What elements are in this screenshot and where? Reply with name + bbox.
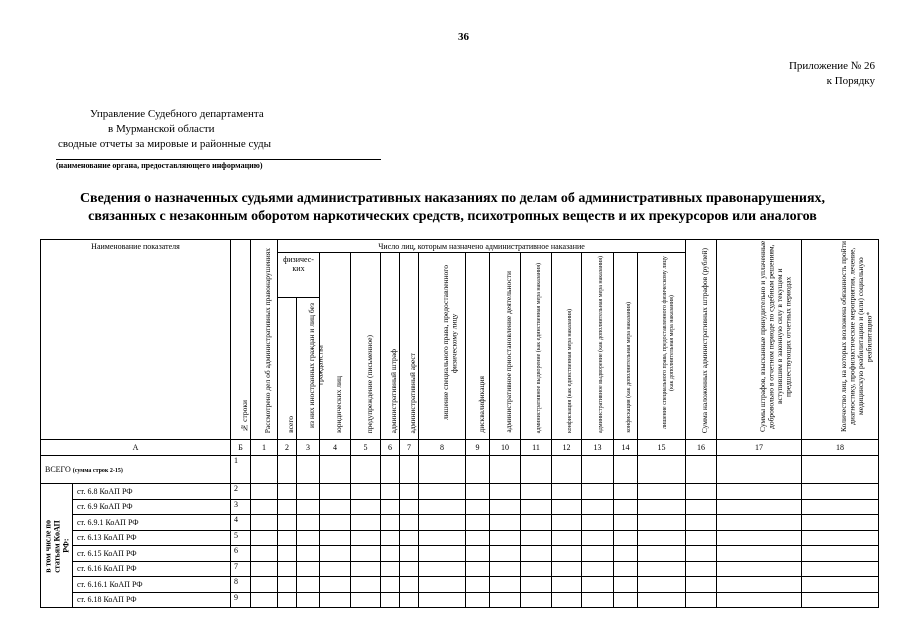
header-rownum: № строки [231, 240, 251, 440]
annex-line-1: Приложение № 26 [788, 60, 875, 72]
annex-line-2: к Порядку [826, 75, 875, 87]
column-number: 12 [552, 440, 582, 456]
data-cell [802, 546, 879, 562]
data-cell [521, 484, 552, 500]
data-cell [686, 499, 717, 515]
data-cell [381, 515, 400, 531]
data-cell [278, 515, 297, 531]
column-number: 18 [802, 440, 879, 456]
data-cell [320, 530, 351, 546]
page-number: 36 [458, 31, 469, 43]
data-cell [717, 484, 802, 500]
data-cell [466, 561, 490, 577]
data-cell [278, 530, 297, 546]
row-number: 9 [231, 592, 251, 608]
data-cell [614, 546, 638, 562]
data-cell [582, 515, 614, 531]
data-cell [614, 577, 638, 593]
table-row [41, 499, 879, 515]
data-cell [638, 592, 686, 608]
data-cell [582, 456, 614, 484]
data-cell [638, 546, 686, 562]
page-title [40, 190, 865, 226]
row-label: ст. 6.9.1 КоАП РФ [73, 515, 231, 531]
data-cell [278, 499, 297, 515]
data-cell [466, 515, 490, 531]
data-cell [278, 456, 297, 484]
data-cell [717, 577, 802, 593]
row-number: 8 [231, 577, 251, 593]
row-number: 2 [231, 484, 251, 500]
row-number: 1 [231, 456, 251, 484]
data-cell [466, 546, 490, 562]
data-cell [320, 456, 351, 484]
header-indicator: Наименование показателя [41, 240, 231, 440]
data-cell [521, 530, 552, 546]
header-rehab: Количество лиц, на которых возложена обязанность пройти диагностику, профилактические мероприятия, лечение, медицинскую реабилитацию и (или) социальную реабилитацию* [802, 240, 879, 440]
column-number: 16 [686, 440, 717, 456]
data-cell [802, 499, 879, 515]
data-cell [351, 546, 381, 562]
data-cell [490, 546, 521, 562]
row-number: 6 [231, 546, 251, 562]
data-cell [802, 561, 879, 577]
column-number: 15 [638, 440, 686, 456]
data-cell [466, 499, 490, 515]
data-cell [400, 546, 419, 562]
table-row [41, 592, 879, 608]
column-numbers-row [41, 440, 879, 456]
data-cell [466, 484, 490, 500]
data-cell [552, 456, 582, 484]
data-cell [297, 499, 320, 515]
data-cell [521, 546, 552, 562]
data-cell [717, 546, 802, 562]
data-cell [320, 484, 351, 500]
data-cell [582, 577, 614, 593]
row-label: ст. 6.16 КоАП РФ [73, 561, 231, 577]
data-cell [297, 561, 320, 577]
data-cell [490, 484, 521, 500]
data-cell [686, 577, 717, 593]
data-cell [297, 515, 320, 531]
data-cell [521, 456, 552, 484]
table-row-total [41, 456, 879, 484]
data-cell [251, 456, 278, 484]
data-cell [297, 546, 320, 562]
header-confiscation-additional: конфискация (как дополнительная мера наказания) [614, 253, 638, 440]
data-cell [251, 530, 278, 546]
header-deprivation: лишение специального права, предоставленного физическому лицу [419, 253, 466, 440]
data-cell [351, 530, 381, 546]
data-cell [419, 515, 466, 531]
data-cell [419, 546, 466, 562]
data-cell [381, 577, 400, 593]
header-physical: физичес-ких [278, 253, 320, 298]
data-cell [400, 515, 419, 531]
data-cell [582, 484, 614, 500]
row-label: ст. 6.15 КоАП РФ [73, 546, 231, 562]
data-cell [490, 499, 521, 515]
data-cell [381, 592, 400, 608]
data-cell [351, 456, 381, 484]
row-label: ст. 6.13 КоАП РФ [73, 530, 231, 546]
data-cell [400, 456, 419, 484]
column-number: 14 [614, 440, 638, 456]
data-cell [251, 577, 278, 593]
data-cell [351, 515, 381, 531]
column-number: А [41, 440, 231, 456]
data-cell [552, 592, 582, 608]
data-cell [614, 499, 638, 515]
data-cell [351, 561, 381, 577]
header-legal: юридических лиц [320, 253, 351, 440]
data-cell [521, 515, 552, 531]
column-number: 7 [400, 440, 419, 456]
title-line-1: Сведения о назначенных судьями административных наказаниях по делам об административных правонарушениях, [79, 191, 826, 206]
column-number: 13 [582, 440, 614, 456]
data-cell [320, 546, 351, 562]
data-cell [351, 577, 381, 593]
data-cell [490, 592, 521, 608]
column-number: 1 [251, 440, 278, 456]
data-cell [638, 456, 686, 484]
data-cell [278, 592, 297, 608]
data-cell [552, 484, 582, 500]
data-cell [552, 577, 582, 593]
data-cell [582, 561, 614, 577]
data-cell [400, 499, 419, 515]
header-reviewed: Рассмотрено дел об административных правонарушениях [251, 240, 278, 440]
data-cell [582, 530, 614, 546]
header-fines-paid: Суммы штрафов, взысканные принудительно и уплаченные добровольно в отчетном периоде по судебным решениям, вступившим в законную силу в текущем и предшествующих отчетных периодах [717, 240, 802, 440]
data-cell [278, 484, 297, 500]
data-cell [614, 484, 638, 500]
data-cell [686, 515, 717, 531]
data-cell [552, 499, 582, 515]
data-cell [466, 456, 490, 484]
data-cell [297, 577, 320, 593]
data-cell [400, 484, 419, 500]
data-cell [686, 530, 717, 546]
data-cell [614, 592, 638, 608]
column-number: 2 [278, 440, 297, 456]
data-cell [802, 515, 879, 531]
data-cell [686, 592, 717, 608]
data-cell [490, 577, 521, 593]
data-cell [490, 530, 521, 546]
header-suspension: административное приостановление деятельности [490, 253, 521, 440]
data-cell [717, 515, 802, 531]
data-cell [552, 546, 582, 562]
data-cell [552, 530, 582, 546]
row-label: ст. 6.9 КоАП РФ [73, 499, 231, 515]
data-cell [419, 484, 466, 500]
data-cell [638, 484, 686, 500]
row-label: ст. 6.18 КоАП РФ [73, 592, 231, 608]
data-cell [582, 592, 614, 608]
data-cell [419, 456, 466, 484]
row-number: 7 [231, 561, 251, 577]
row-label: ст. 6.8 КоАП РФ [73, 484, 231, 500]
data-cell [320, 515, 351, 531]
organization-block [58, 107, 271, 152]
data-cell [802, 456, 879, 484]
data-cell [614, 530, 638, 546]
data-cell [802, 530, 879, 546]
data-cell [400, 561, 419, 577]
table-row [41, 561, 879, 577]
data-cell [400, 530, 419, 546]
data-cell [419, 530, 466, 546]
data-cell [638, 577, 686, 593]
data-cell [297, 456, 320, 484]
column-number: 9 [466, 440, 490, 456]
data-cell [638, 499, 686, 515]
org-line-1: Управление Судебного департамента [90, 108, 264, 120]
title-line-2: связанных с незаконным оборотом наркотических средств, психотропных веществ и их прекурсоров или аналогов [88, 209, 817, 224]
data-cell [802, 484, 879, 500]
data-cell [466, 530, 490, 546]
column-number: Б [231, 440, 251, 456]
data-cell [582, 546, 614, 562]
header-deprivation-additional: лишение специального права, предоставленного физическому лицу (как дополнительная мера наказания) [638, 253, 686, 440]
data-cell [251, 546, 278, 562]
data-cell [419, 499, 466, 515]
column-number: 5 [351, 440, 381, 456]
data-cell [400, 577, 419, 593]
data-cell [419, 561, 466, 577]
row-number: 5 [231, 530, 251, 546]
header-confiscation-only: конфискация (как единственная мера наказания) [552, 253, 582, 440]
data-cell [381, 546, 400, 562]
row-label: ст. 6.16.1 КоАП РФ [73, 577, 231, 593]
header-expulsion-only: административное выдворение (как единственная мера наказания) [521, 253, 552, 440]
header-total: всего [278, 298, 297, 440]
data-cell [251, 592, 278, 608]
annex-reference [789, 59, 875, 89]
data-cell [638, 515, 686, 531]
data-cell [278, 546, 297, 562]
row-label-total: ВСЕГО (сумма строк 2-15) [41, 456, 231, 484]
data-cell [251, 499, 278, 515]
data-cell [686, 484, 717, 500]
data-cell [614, 456, 638, 484]
data-cell [717, 561, 802, 577]
data-cell [638, 530, 686, 546]
table-row [41, 515, 879, 531]
data-cell [521, 577, 552, 593]
data-cell [278, 577, 297, 593]
data-cell [521, 561, 552, 577]
org-line-2: в Мурманской области [108, 123, 215, 135]
column-number: 8 [419, 440, 466, 456]
data-cell [320, 499, 351, 515]
data-cell [490, 515, 521, 531]
column-number: 3 [297, 440, 320, 456]
column-number: 17 [717, 440, 802, 456]
data-cell [490, 456, 521, 484]
data-cell [278, 561, 297, 577]
table-row [41, 546, 879, 562]
data-cell [717, 456, 802, 484]
data-cell [381, 456, 400, 484]
table-row [41, 530, 879, 546]
header-fines-sum: Сумма наложенных административных штрафов (рублей) [686, 240, 717, 440]
header-foreign: из них иностранных граждан и лиц без гражданства [297, 298, 320, 440]
column-number: 10 [490, 440, 521, 456]
data-cell [686, 546, 717, 562]
data-cell [686, 561, 717, 577]
org-underline [56, 159, 381, 160]
data-cell [802, 592, 879, 608]
data-cell [466, 577, 490, 593]
data-cell [381, 499, 400, 515]
data-cell [419, 592, 466, 608]
data-cell [320, 577, 351, 593]
report-table [40, 239, 878, 605]
data-cell [297, 530, 320, 546]
data-cell [686, 456, 717, 484]
header-arrest: административный арест [400, 253, 419, 440]
data-cell [614, 515, 638, 531]
table-row [41, 577, 879, 593]
data-cell [552, 515, 582, 531]
data-cell [638, 561, 686, 577]
data-cell [582, 499, 614, 515]
group-label: в том числе по статьям КоАП РФ: [41, 484, 73, 608]
data-cell [251, 515, 278, 531]
data-cell [802, 577, 879, 593]
data-cell [717, 499, 802, 515]
table-row [41, 484, 879, 500]
row-number: 4 [231, 515, 251, 531]
org-line-3: сводные отчеты за мировые и районные суды [58, 138, 271, 150]
data-cell [251, 484, 278, 500]
data-cell [614, 561, 638, 577]
data-cell [381, 484, 400, 500]
column-number: 11 [521, 440, 552, 456]
data-cell [521, 592, 552, 608]
header-warning: предупреждение (письменное) [351, 253, 381, 440]
data-cell [351, 499, 381, 515]
data-cell [320, 592, 351, 608]
data-cell [466, 592, 490, 608]
data-cell [717, 530, 802, 546]
data-cell [552, 561, 582, 577]
data-cell [320, 561, 351, 577]
column-number: 6 [381, 440, 400, 456]
row-number: 3 [231, 499, 251, 515]
data-cell [251, 561, 278, 577]
data-cell [381, 561, 400, 577]
data-cell [717, 592, 802, 608]
org-caption: (наименование органа, предоставляющего информацию) [56, 161, 263, 170]
column-number: 4 [320, 440, 351, 456]
header-expulsion-additional: административное выдворение (как дополнительная мера наказания) [582, 253, 614, 440]
header-fine: административный штраф [381, 253, 400, 440]
data-cell [297, 592, 320, 608]
data-cell [490, 561, 521, 577]
data-cell [351, 592, 381, 608]
header-persons: Число лиц, которым назначено административное наказание [278, 240, 686, 253]
data-cell [521, 499, 552, 515]
data-cell [419, 577, 466, 593]
report-grid [40, 239, 879, 608]
data-cell [381, 530, 400, 546]
data-cell [400, 592, 419, 608]
data-cell [297, 484, 320, 500]
header-disqualification: дисквалификация [466, 253, 490, 440]
data-cell [351, 484, 381, 500]
